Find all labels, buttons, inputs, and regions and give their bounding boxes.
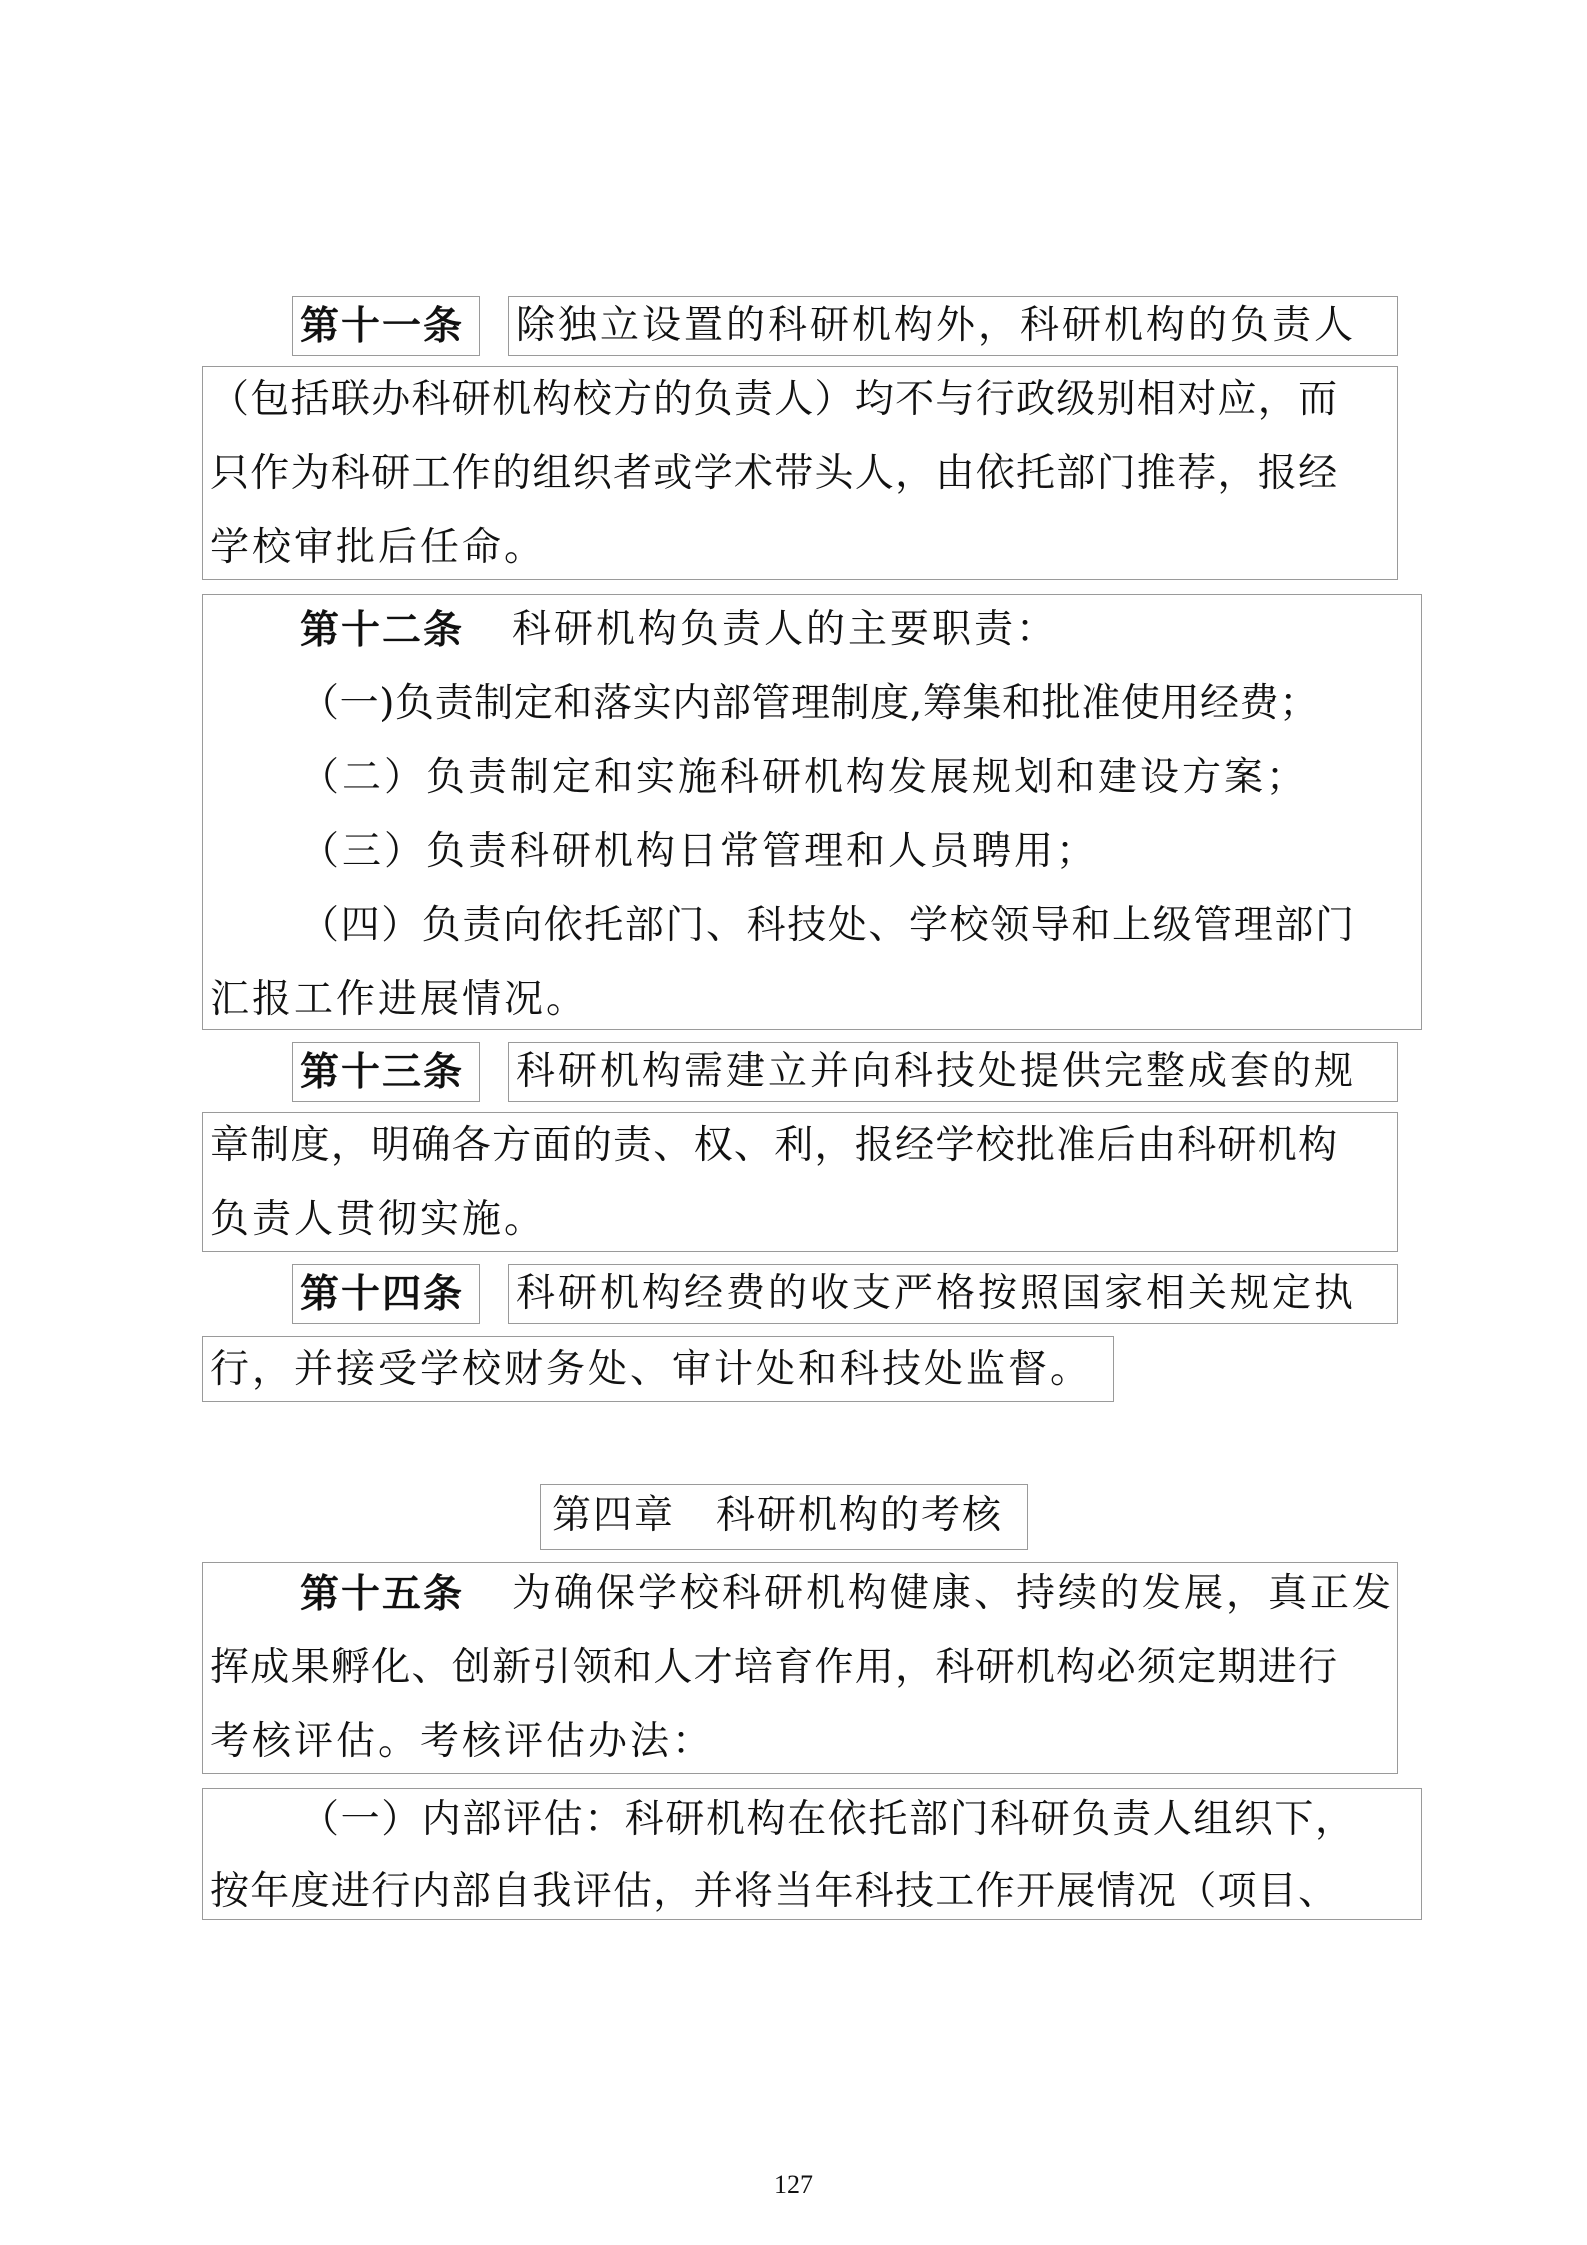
article-14-line-2: 行，并接受学校财务处、审计处和科技处监督。: [210, 1347, 1093, 1392]
article-13-line-1: 科研机构需建立并向科技处提供完整成套的规: [516, 1049, 1357, 1094]
article-15-item-1-line-2: 按年度进行内部自我评估，并将当年科技工作开展情况（项目、: [210, 1869, 1339, 1914]
chapter-4-heading: 第四章 科研机构的考核: [552, 1493, 1004, 1538]
article-12-item-2: （二）负责制定和实施科研机构发展规划和建设方案；: [300, 755, 1309, 800]
article-11-line-4: 学校审批后任命。: [210, 525, 547, 570]
article-12-box: [202, 594, 1422, 1030]
article-14-label: 第十四条: [300, 1271, 465, 1317]
article-11-label: 第十一条: [300, 303, 465, 349]
article-11-line-2: （包括联办科研机构校方的负责人）均不与行政级别相对应，而: [210, 377, 1339, 422]
article-12-item-4-cont: 汇报工作进展情况。: [210, 977, 589, 1022]
article-12-item-1: （一)负责制定和落实内部管理制度,筹集和批准使用经费；: [300, 681, 1319, 726]
article-15-label: 第十五条: [300, 1571, 465, 1617]
article-13-line-2: 章制度，明确各方面的责、权、利，报经学校批准后由科研机构: [210, 1123, 1339, 1168]
article-15-line-2: 挥成果孵化、创新引领和人才培育作用，科研机构必须定期进行: [210, 1645, 1339, 1690]
article-11-line-3: 只作为科研工作的组织者或学术带头人，由依托部门推荐，报经: [210, 451, 1339, 496]
article-12-item-3: （三）负责科研机构日常管理和人员聘用；: [300, 829, 1099, 874]
article-12-item-4: （四）负责向依托部门、科技处、学校领导和上级管理部门: [300, 903, 1356, 948]
article-15-line-3: 考核评估。考核评估办法：: [210, 1719, 715, 1764]
article-13-label: 第十三条: [300, 1049, 465, 1095]
article-14-line-1: 科研机构经费的收支严格按照国家相关规定执: [516, 1271, 1357, 1316]
article-15-line-1: 为确保学校科研机构健康、持续的发展，真正发: [512, 1571, 1395, 1616]
article-11-line-1: 除独立设置的科研机构外，科研机构的负责人: [516, 303, 1357, 348]
page-number: 127: [774, 2170, 813, 2199]
article-12-label: 第十二条: [300, 607, 465, 653]
article-12-line-1: 科研机构负责人的主要职责：: [512, 607, 1059, 652]
article-15-item-1-line-1: （一）内部评估：科研机构在依托部门科研负责人组织下，: [300, 1797, 1356, 1842]
article-13-line-3: 负责人贯彻实施。: [210, 1197, 547, 1242]
